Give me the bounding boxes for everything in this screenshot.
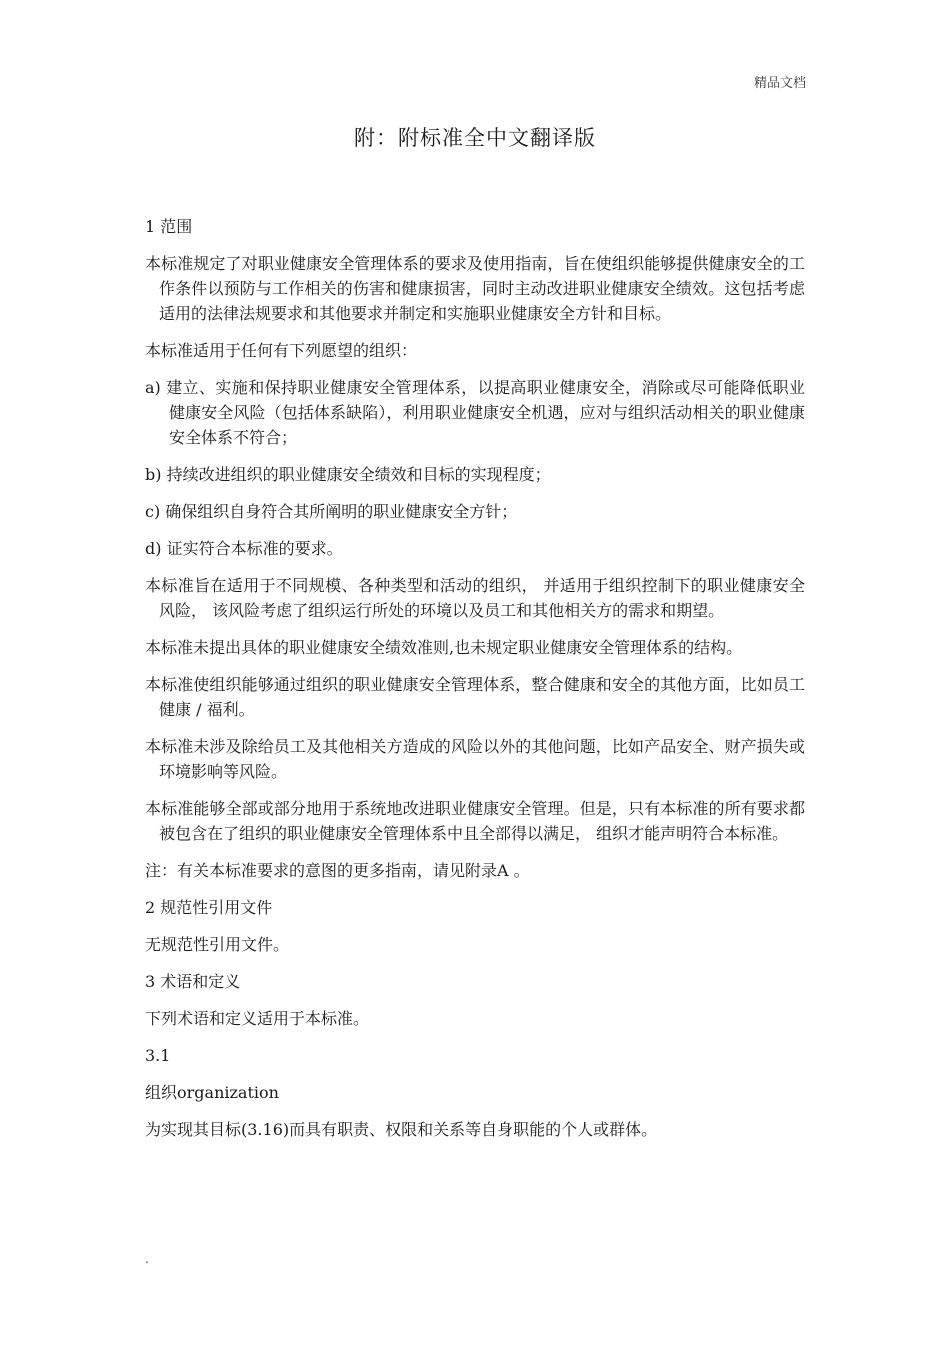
list-item: d) 证实符合本标准的要求。 xyxy=(145,539,343,558)
paragraph: 本标准未涉及除给员工及其他相关方造成的风险以外的其他问题，比如产品安全、财产损失或环境影响等风险。 xyxy=(145,737,805,781)
term-name: 组织organization xyxy=(145,1083,279,1102)
paragraph: 下列术语和定义适用于本标准。 xyxy=(145,1009,370,1028)
list-item: c) 确保组织自身符合其所阐明的职业健康安全方针； xyxy=(145,502,518,521)
paragraph: 本标准能够全部或部分地用于系统地改进职业健康安全管理。但是，只有本标准的所有要求都被包含在了组织的职业健康安全管理体系中且全部得以满足， 组织才能声明符合本标准。 xyxy=(145,799,805,843)
list-item: a) 建立、实施和保持职业健康安全管理体系，以提高职业健康安全，消除或尽可能降低职业健康安全风险（包括体系缺陷），利用职业健康安全机遇，应对与组织活动相关的职业健康安全体系不符合； xyxy=(145,378,805,447)
paragraph: 本标准旨在适用于不同规模、各种类型和活动的组织， 并适用于组织控制下的职业健康安全风险， 该风险考虑了组织运行所处的环境以及员工和其他相关方的需求和期望。 xyxy=(145,576,805,620)
list-item: b) 持续改进组织的职业健康安全绩效和目标的实现程度； xyxy=(145,465,551,484)
paragraph: 无规范性引用文件。 xyxy=(145,935,290,954)
footer-mark: . xyxy=(145,1252,149,1266)
term-definition: 为实现其目标(3.16)而具有职责、权限和关系等自身职能的个人或群体。 xyxy=(145,1120,658,1139)
section-heading-scope: 1 范围 xyxy=(145,217,193,236)
paragraph: 本标准使组织能够通过组织的职业健康安全管理体系，整合健康和安全的其他方面，比如员工健康 / 福利。 xyxy=(145,675,805,719)
term-number: 3.1 xyxy=(145,1046,171,1065)
section-heading-normative-references: 2 规范性引用文件 xyxy=(145,898,273,917)
section-heading-terms: 3 术语和定义 xyxy=(145,972,241,991)
paragraph: 本标准适用于任何有下列愿望的组织： xyxy=(145,341,418,360)
header-label: 精品文档 xyxy=(753,76,806,91)
page-title: 附：附标准全中文翻译版 xyxy=(354,126,596,150)
document-body xyxy=(145,214,805,1154)
note: 注：有关本标准要求的意图的更多指南，请见附录A 。 xyxy=(145,861,530,880)
paragraph: 本标准规定了对职业健康安全管理体系的要求及使用指南，旨在使组织能够提供健康安全的工作条件以预防与工作相关的伤害和健康损害，同时主动改进职业健康安全绩效。这包括考虑适用的法律法规要求和其他要求并制定和实施职业健康安全方针和目标。 xyxy=(145,254,805,323)
paragraph: 本标准未提出具体的职业健康安全绩效准则,也未规定职业健康安全管理体系的结构。 xyxy=(145,638,743,657)
